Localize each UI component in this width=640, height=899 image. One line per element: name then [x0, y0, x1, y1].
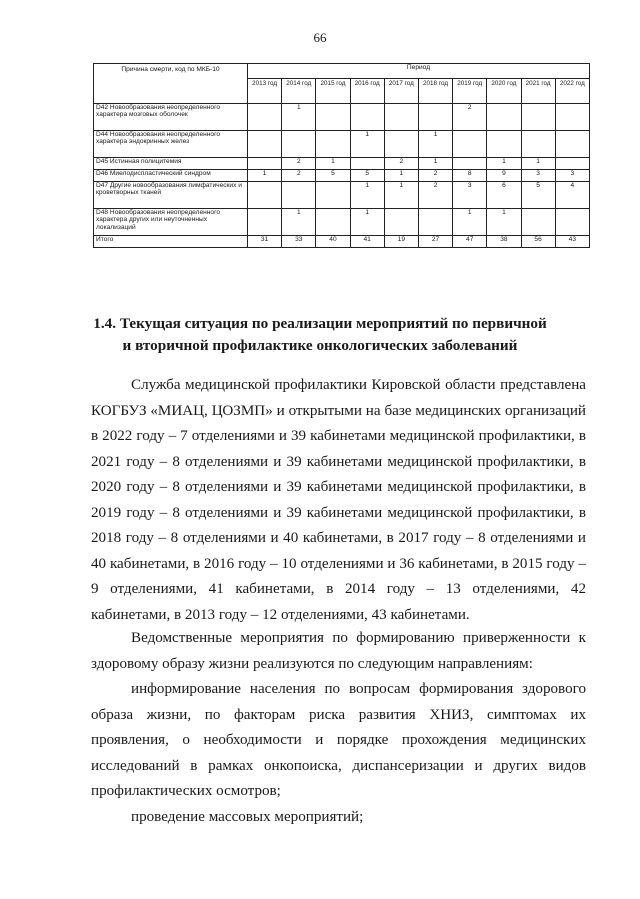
table-row	[94, 209, 590, 236]
table-cell: 1	[350, 209, 384, 236]
table-cell: 2	[418, 182, 452, 209]
table-cell: 33	[282, 236, 316, 248]
row-label: D42 Новообразования неопределенного характера мозговых оболочек	[94, 104, 248, 131]
table-cell: 38	[487, 236, 521, 248]
table-cell	[453, 131, 487, 158]
table-cell	[384, 131, 418, 158]
table-cell: 9	[487, 170, 521, 182]
table-cell	[316, 104, 350, 131]
year-header: 2017 год	[384, 79, 418, 104]
table-cell	[521, 131, 555, 158]
table-cell	[418, 209, 452, 236]
table-cell: 2	[453, 104, 487, 131]
table-cell: 5	[521, 182, 555, 209]
paragraph-text: Служба медицинской профилактики Кировской области представлена КОГБУЗ «МИАЦ, ЦОЗМП» и открытыми на базе медицинских организаций в 2022 году – 7 отделениями и 39 кабинетами медицинской профилактики, в 2021 году – 8 отделениями и 39 кабинетами медицинской профилактики, в 2020 году – 8 отделениями и 39 кабинетами медицинской профилактики, в 2019 году – 8 отделениями и 39 кабинетами медицинской профилактики, в 2018 году – 8 отделениями и 40 кабинетами, в 2017 году – 8 отделениями и 40 кабинетами, в 2016 году – 10 отделениями и 36 кабинетами, в 2015 году – 9 отделениями, 41 кабинетами, в 2014 году – 13 отделениями, 42 кабинетами, в 2013 году – 12 отделениями, 43 кабинетами.	[91, 377, 586, 623]
table-cell	[248, 209, 282, 236]
table-cell: 3	[555, 170, 589, 182]
table-cell: 1	[521, 158, 555, 170]
table-cell: 3	[521, 170, 555, 182]
heading-line-2: и вторичной профилактике онкологических заболеваний	[122, 337, 518, 354]
table-cell: 8	[453, 170, 487, 182]
row-label: Итого	[94, 236, 248, 248]
table-row	[94, 182, 590, 209]
table-cell: 1	[384, 170, 418, 182]
table-cell: 3	[453, 182, 487, 209]
table-cell: 43	[555, 236, 589, 248]
table-cell	[418, 104, 452, 131]
table-cell	[350, 158, 384, 170]
paragraph-text: информирование населения по вопросам формирования здорового образа жизни, по факторам риска развития ХНИЗ, симптомах их проявления, о необходимости и порядке прохождения медицинских исследований в рамках онкопоиска, диспансеризации и других видов профилактических осмотров;	[91, 681, 586, 799]
row-label: D48 Новообразования неопределенного характера других или неуточненных локализаций	[94, 209, 248, 236]
table-cell	[248, 158, 282, 170]
table-cell: 1	[418, 131, 452, 158]
paragraph-informing	[91, 677, 586, 805]
table-cell: 1	[282, 104, 316, 131]
table-cell	[521, 104, 555, 131]
year-header: 2019 год	[453, 79, 487, 104]
table-cell: 2	[282, 158, 316, 170]
table-cell: 5	[316, 170, 350, 182]
table-cell: 31	[248, 236, 282, 248]
table-cell	[555, 209, 589, 236]
table-row	[94, 170, 590, 182]
table-row	[94, 104, 590, 131]
year-header: 2013 год	[248, 79, 282, 104]
table-cell: 40	[316, 236, 350, 248]
table-row	[94, 158, 590, 170]
paragraph-directions-intro	[91, 626, 586, 677]
paragraph-mass-events	[91, 805, 586, 831]
table-cell	[384, 104, 418, 131]
table-cell	[555, 131, 589, 158]
table-cell: 1	[282, 209, 316, 236]
table-cell: 5	[350, 170, 384, 182]
table-cell	[521, 209, 555, 236]
row-label: D46 Миелодиспластический синдром	[94, 170, 248, 182]
table-row	[94, 131, 590, 158]
table-cell	[384, 209, 418, 236]
heading-line-1: 1.4. Текущая ситуация по реализации мероприятий по первичной	[93, 315, 547, 332]
year-header: 2014 год	[282, 79, 316, 104]
table-cell	[248, 131, 282, 158]
table-cell	[453, 158, 487, 170]
table-cell	[316, 131, 350, 158]
year-header: 2018 год	[418, 79, 452, 104]
table-cell	[316, 209, 350, 236]
year-header: 2021 год	[521, 79, 555, 104]
row-label: D45 Истинная полицитемия	[94, 158, 248, 170]
table-cell: 27	[418, 236, 452, 248]
table-cell: 2	[282, 170, 316, 182]
table-cell: 2	[418, 170, 452, 182]
table-cell: 47	[453, 236, 487, 248]
cause-column-header: Причина смерти, код по МКБ-10	[94, 64, 248, 104]
year-header: 2015 год	[316, 79, 350, 104]
table-cell: 1	[418, 158, 452, 170]
table-cell	[555, 158, 589, 170]
table-cell: 1	[487, 209, 521, 236]
table-cell: 6	[487, 182, 521, 209]
year-header: 2022 год	[555, 79, 589, 104]
row-label: D44 Новообразования неопределенного характера эндокринных желез	[94, 131, 248, 158]
table-cell	[248, 182, 282, 209]
table-cell: 1	[248, 170, 282, 182]
paragraph-service-structure	[91, 373, 586, 628]
table-cell: 1	[384, 182, 418, 209]
table-total-row	[94, 236, 590, 248]
period-header: Период	[248, 64, 590, 79]
table-cell: 1	[487, 158, 521, 170]
row-label: D47 Другие новообразования лимфатических и кроветворных тканей	[94, 182, 248, 209]
table-cell	[282, 182, 316, 209]
table-cell: 1	[350, 131, 384, 158]
table-cell	[282, 131, 316, 158]
table-cell	[555, 104, 589, 131]
paragraph-text: проведение массовых мероприятий;	[131, 809, 364, 825]
table-cell: 1	[453, 209, 487, 236]
table-cell	[487, 131, 521, 158]
table-cell: 41	[350, 236, 384, 248]
table-cell: 1	[316, 158, 350, 170]
table-cell: 1	[350, 182, 384, 209]
table-cell: 2	[384, 158, 418, 170]
section-heading	[60, 313, 580, 357]
year-header: 2020 год	[487, 79, 521, 104]
table-cell	[350, 104, 384, 131]
table-cell: 19	[384, 236, 418, 248]
paragraph-text: Ведомственные мероприятия по формированию приверженности к здоровому образу жизни реализуются по следующим направлениям:	[91, 630, 586, 672]
table-cell: 4	[555, 182, 589, 209]
mortality-table	[93, 63, 590, 248]
table-cell: 56	[521, 236, 555, 248]
table-cell	[248, 104, 282, 131]
year-header: 2016 год	[350, 79, 384, 104]
table-cell	[487, 104, 521, 131]
page-number: 66	[313, 30, 327, 45]
table-cell	[316, 182, 350, 209]
